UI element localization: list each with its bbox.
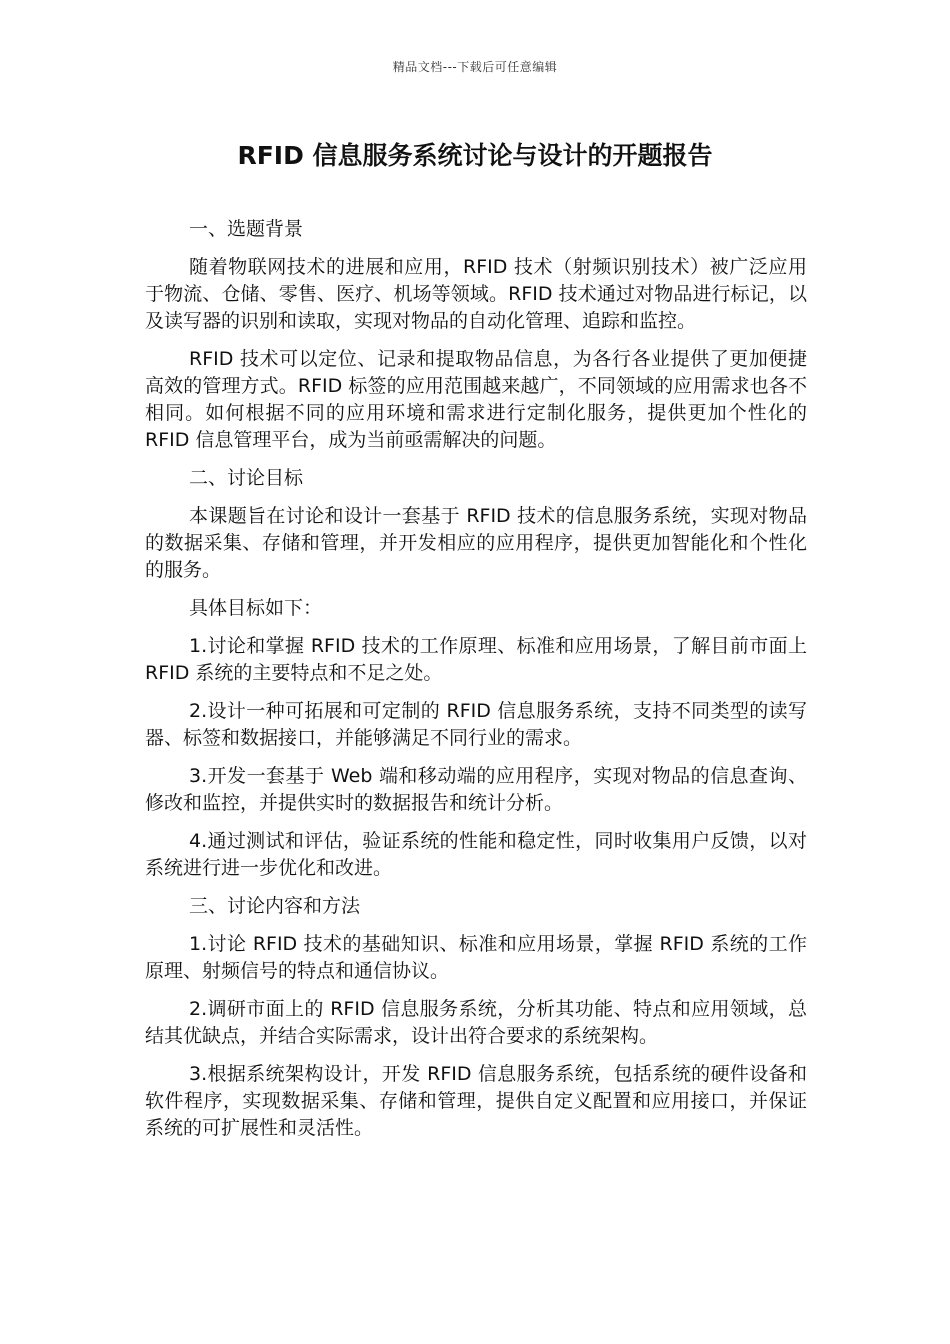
- paragraph-background-1: 随着物联网技术的进展和应用，RFID 技术（射频识别技术）被广泛应用于物流、仓储、零售、医疗、机场等领域。RFID 技术通过对物品进行标记，以及读写器的识别和读取，实现对物品的自动化管理、追踪和监控。: [145, 256, 807, 332]
- document-title: RFID 信息服务系统讨论与设计的开题报告: [237, 141, 713, 170]
- method-item-2: 2.调研市面上的 RFID 信息服务系统，分析其功能、特点和应用领域，总结其优缺点，并结合实际需求，设计出符合要求的系统架构。: [145, 998, 807, 1047]
- goal-item-4: 4.通过测试和评估，验证系统的性能和稳定性，同时收集用户反馈，以对系统进行进一步优化和改进。: [145, 830, 807, 879]
- section-heading-methods: 三、讨论内容和方法: [189, 895, 361, 917]
- section-heading-background: 一、选题背景: [189, 218, 304, 240]
- method-item-1: 1.讨论 RFID 技术的基础知识、标准和应用场景，掌握 RFID 系统的工作原理、射频信号的特点和通信协议。: [145, 933, 807, 982]
- method-item-3: 3.根据系统架构设计，开发 RFID 信息服务系统，包括系统的硬件设备和软件程序，实现数据采集、存储和管理，提供自定义配置和应用接口，并保证系统的可扩展性和灵活性。: [145, 1063, 807, 1139]
- document-body: [145, 216, 807, 1153]
- goals-list-intro: 具体目标如下：: [189, 597, 323, 619]
- section-heading-goals: 二、讨论目标: [189, 467, 304, 489]
- goal-item-1: 1.讨论和掌握 RFID 技术的工作原理、标准和应用场景，了解目前市面上 RFID 系统的主要特点和不足之处。: [145, 635, 807, 684]
- goal-item-3: 3.开发一套基于 Web 端和移动端的应用程序，实现对物品的信息查询、修改和监控，并提供实时的数据报告和统计分析。: [145, 765, 807, 814]
- paragraph-goals-intro: 本课题旨在讨论和设计一套基于 RFID 技术的信息服务系统，实现对物品的数据采集、存储和管理，并开发相应的应用程序，提供更加智能化和个性化的服务。: [145, 505, 807, 581]
- header-note: 精品文档---下载后可任意编辑: [392, 60, 558, 74]
- goal-item-2: 2.设计一种可拓展和可定制的 RFID 信息服务系统，支持不同类型的读写器、标签和数据接口，并能够满足不同行业的需求。: [145, 700, 807, 749]
- paragraph-background-2: RFID 技术可以定位、记录和提取物品信息，为各行各业提供了更加便捷高效的管理方式。RFID 标签的应用范围越来越广，不同领域的应用需求也各不相同。如何根据不同的应用环境和需求进行定制化服务，提供更加个性化的 RFID 信息管理平台，成为当前亟需解决的问题。: [145, 348, 807, 451]
